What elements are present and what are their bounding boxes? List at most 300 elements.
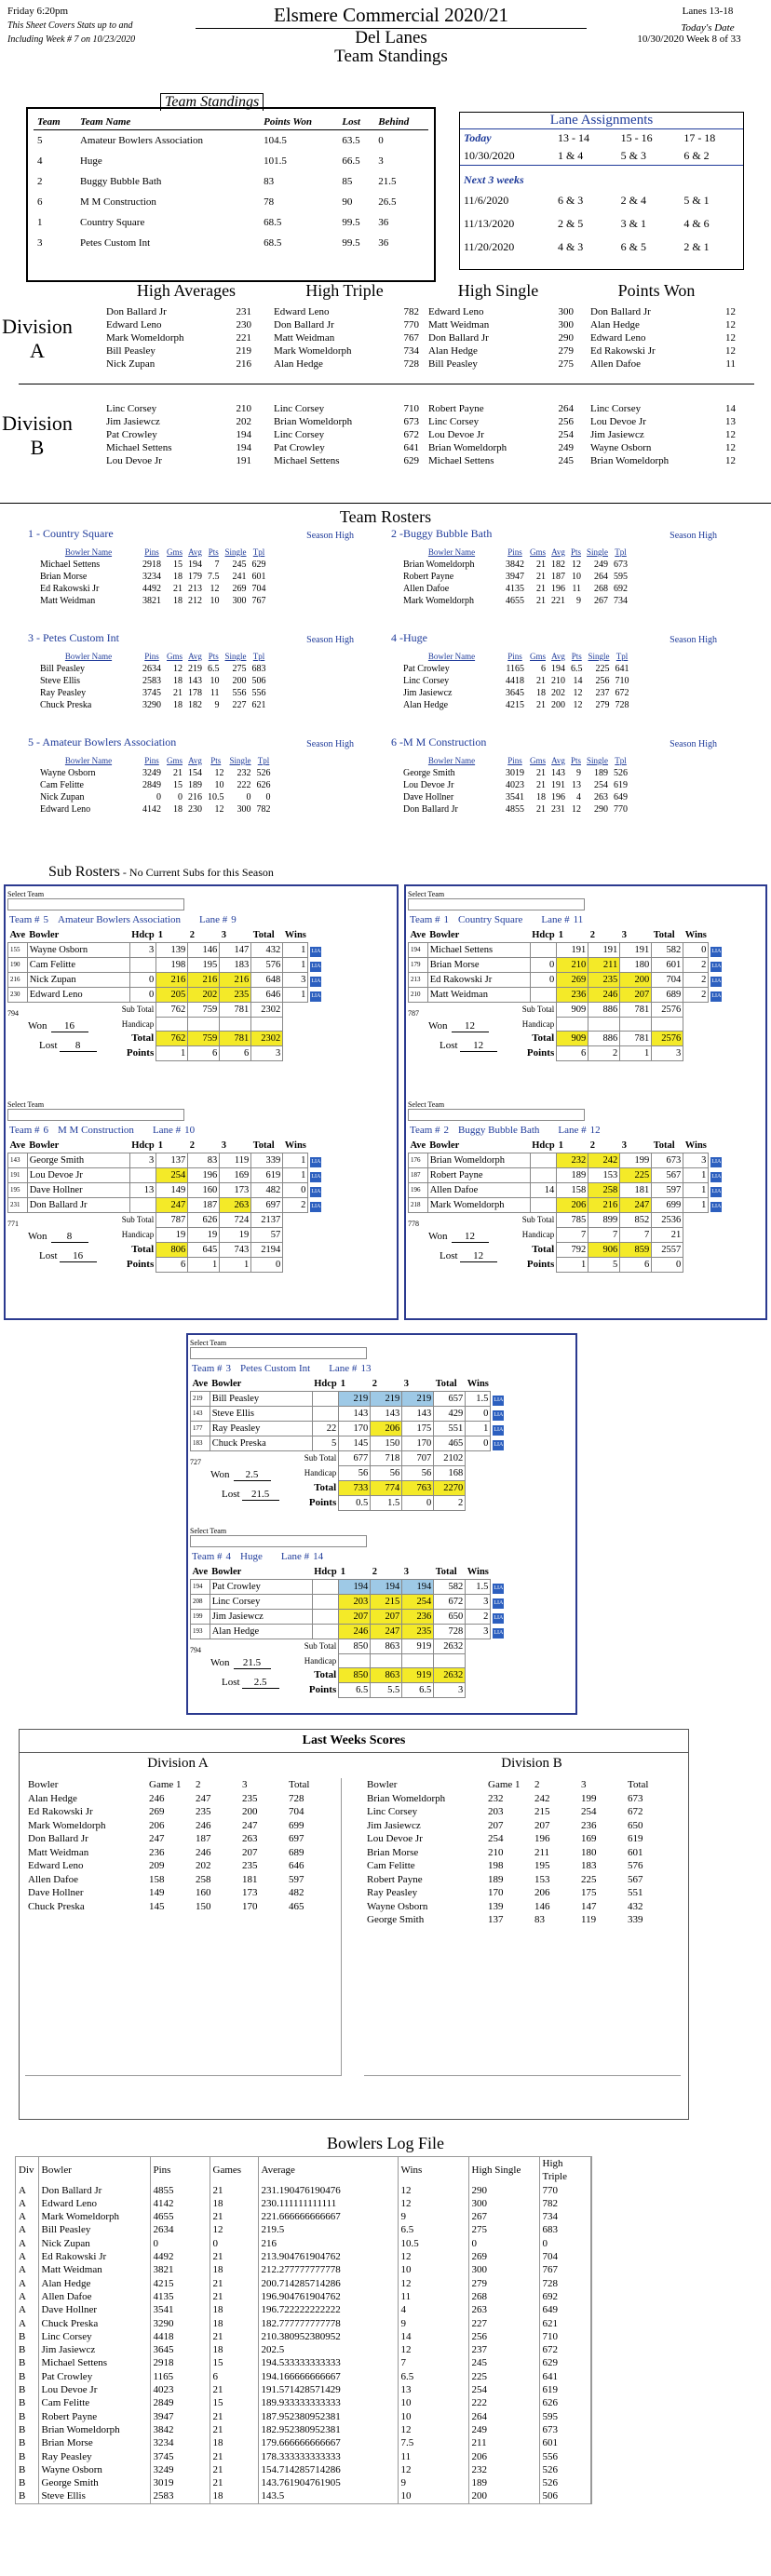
lineup-icon[interactable]: LIA	[310, 947, 321, 957]
points-cell: 6.5	[402, 1683, 434, 1698]
lineup-button[interactable]	[709, 988, 724, 1003]
log-cell: 9	[398, 2210, 468, 2223]
last-week-row	[25, 1819, 332, 1833]
last-week-cell: 246	[196, 1846, 211, 1858]
leader-value: 230	[236, 319, 251, 330]
team-line	[410, 1125, 771, 1136]
roster-header: Tpl	[257, 756, 270, 765]
team-line	[192, 1551, 562, 1562]
roster-cell: Ray Peasley	[40, 688, 87, 698]
scorecard-header	[8, 928, 324, 943]
standings-cell: Petes Custom Int	[79, 237, 151, 249]
scorecard-header-cell: 2	[372, 1567, 377, 1577]
lineup-button[interactable]	[709, 1183, 724, 1198]
bowler-cell: 429	[434, 1407, 466, 1422]
total-cell: 850	[339, 1668, 371, 1683]
bowler-cell: 205	[156, 988, 188, 1003]
select-team	[190, 1339, 562, 1359]
log-cell: 672	[539, 2343, 591, 2356]
log-cell: 267	[468, 2210, 539, 2223]
bowler-cell: 143	[339, 1407, 371, 1422]
spacer	[491, 1377, 507, 1392]
roster-cell: 10	[214, 780, 224, 790]
leader-value: 249	[558, 442, 574, 453]
points-cell: 1	[156, 1046, 188, 1061]
last-week-row	[364, 1886, 671, 1900]
lineup-button[interactable]	[491, 1580, 507, 1595]
roster-cell: 275	[232, 664, 247, 674]
bowler-cell: 465	[434, 1436, 466, 1451]
leader-row	[426, 331, 575, 344]
lineup-icon[interactable]: LIA	[310, 991, 321, 1002]
roster-cell: 3019	[506, 768, 524, 778]
leader-value: 290	[558, 332, 574, 344]
lineup-button[interactable]	[308, 1183, 324, 1198]
leader-value: 194	[236, 442, 251, 453]
log-header: Average	[258, 2157, 398, 2184]
lineup-icon[interactable]: LIA	[493, 1410, 504, 1421]
bowler-cell: 146	[188, 943, 220, 958]
lineup-icon[interactable]: LIA	[493, 1598, 504, 1609]
bowler-cell: 236	[557, 988, 588, 1003]
roster-cell: Michael Settens	[40, 560, 101, 570]
log-cell: Dave Hollner	[38, 2303, 150, 2316]
lineup-icon[interactable]: LIA	[493, 1396, 504, 1406]
last-week-cell: 646	[289, 1860, 304, 1871]
roster-header: Tpl	[615, 652, 629, 661]
roster-row	[400, 791, 630, 803]
leader-row	[588, 415, 737, 428]
log-cell: 231.190476190476	[258, 2184, 398, 2197]
log-cell: 526	[539, 2463, 591, 2476]
team-select-dropdown[interactable]	[408, 1109, 585, 1121]
log-cell: 629	[539, 2356, 591, 2369]
bowler-cell: 194	[339, 1580, 371, 1595]
bowler-cell: 232	[557, 1153, 588, 1168]
roster-cell: Wayne Osborn	[40, 768, 96, 778]
log-cell: 194.166666666667	[258, 2370, 398, 2383]
last-week-cell: Robert Payne	[367, 1873, 423, 1885]
roster-header: Bowler Name	[64, 756, 113, 765]
lane-label: Lane #	[280, 1551, 310, 1562]
last-week-cell: Mark Womeldorph	[28, 1819, 106, 1831]
subtotal-cell: 759	[188, 1003, 220, 1018]
scorecard-header-cell: Ave	[192, 1379, 209, 1389]
lineup-button[interactable]	[491, 1422, 507, 1436]
roster-team	[391, 527, 745, 607]
roster-cell: 12	[214, 804, 224, 815]
lineup-button[interactable]	[709, 943, 724, 958]
header-right	[637, 6, 764, 45]
log-cell: 556	[539, 2450, 591, 2463]
roster-cell: 189	[188, 780, 203, 790]
points-label: Points	[126, 1047, 155, 1059]
roster-cell: Mark Womeldorph	[403, 596, 474, 606]
roster-header: Gms	[530, 652, 547, 661]
subtotal-cell: 2102	[434, 1451, 466, 1466]
lineup-button[interactable]	[491, 1595, 507, 1610]
log-cell: 619	[539, 2383, 591, 2396]
last-week-row	[364, 1805, 671, 1819]
bowler-cell: 432	[251, 943, 283, 958]
roster-cell: 143	[188, 676, 203, 686]
lineup-button[interactable]	[491, 1625, 507, 1639]
lineup-icon[interactable]: LIA	[310, 977, 321, 987]
lineup-icon[interactable]: LIA	[310, 1187, 321, 1197]
last-week-cell: 145	[149, 1900, 165, 1912]
leader-name: Edward Leno	[274, 306, 330, 317]
blank-cell	[8, 1032, 28, 1046]
lineup-icon[interactable]: LIA	[493, 1628, 504, 1639]
lineup-button[interactable]	[308, 1168, 324, 1183]
last-week-row	[364, 1873, 671, 1887]
last-week-row	[25, 1805, 332, 1819]
lineup-icon[interactable]: LIA	[310, 1202, 321, 1212]
roster-cell: 264	[594, 572, 609, 582]
divA-single-list	[426, 305, 575, 371]
lineup-button[interactable]	[709, 973, 724, 988]
log-cell: 219.5	[258, 2223, 398, 2236]
log-cell: 3645	[150, 2343, 210, 2356]
log-cell: 3541	[150, 2303, 210, 2316]
last-week-header: Bowler	[367, 1779, 398, 1790]
log-cell: 12	[398, 2250, 468, 2263]
lineup-icon[interactable]: LIA	[710, 977, 722, 987]
leader-name: Ed Rakowski Jr	[590, 345, 656, 357]
log-cell: 10.5	[398, 2237, 468, 2250]
points-cell: 0	[251, 1258, 283, 1273]
lost-value: 21.5	[242, 1489, 279, 1501]
last-week-div-a: Division A	[147, 1756, 209, 1771]
roster-cell: 18	[173, 700, 183, 710]
last-week-cell: Chuck Preska	[28, 1900, 85, 1912]
bowlers-log	[15, 2156, 592, 2504]
won-lost	[210, 1657, 294, 1689]
last-week-cell: 235	[242, 1792, 258, 1804]
roster-cell: Robert Payne	[403, 572, 454, 582]
roster-cell: 4492	[142, 584, 161, 594]
lineup-icon[interactable]: LIA	[310, 1172, 321, 1182]
points-cell: 5.5	[371, 1683, 402, 1698]
roster-cell: 10	[210, 676, 220, 686]
lineup-button[interactable]	[709, 1153, 724, 1168]
leader-name: Michael Settens	[428, 455, 494, 466]
last-week-cell: 650	[628, 1819, 643, 1831]
bowler-cell	[312, 1595, 339, 1610]
bowler-cell: 13	[129, 1183, 156, 1198]
log-cell: 3745	[150, 2450, 210, 2463]
roster-cell: 227	[232, 700, 247, 710]
last-week-row	[25, 1859, 332, 1873]
bowler-row	[8, 1168, 324, 1183]
roster-header: Tpl	[252, 652, 265, 661]
leader-row	[104, 428, 253, 441]
roster-team	[391, 735, 745, 816]
lineup-button[interactable]	[308, 988, 324, 1003]
won-lost	[428, 1020, 512, 1052]
roster-cell: 1165	[506, 664, 524, 674]
season-high-label: Season High	[670, 635, 717, 645]
log-cell: 3842	[150, 2423, 210, 2436]
lineup-button[interactable]	[491, 1436, 507, 1451]
roster-cell: 767	[251, 596, 266, 606]
roster-header: Single	[587, 756, 609, 765]
handicap-cell	[588, 1018, 620, 1032]
select-team-label: Select Team	[190, 1339, 227, 1347]
scorecard-header-cell: Ave	[410, 930, 426, 940]
lineup-icon[interactable]: LIA	[310, 962, 321, 972]
team-scorecard	[7, 1100, 380, 1273]
bowler-cell	[530, 988, 557, 1003]
bowler-cell: 1	[283, 958, 308, 973]
last-week-cell: 673	[628, 1792, 643, 1804]
lineup-icon[interactable]: LIA	[710, 1172, 722, 1182]
lineup-button[interactable]	[308, 1198, 324, 1213]
last-week-cell: 169	[581, 1833, 597, 1844]
roster-cell: 21	[536, 572, 547, 582]
last-week-cell: George Smith	[367, 1914, 425, 1925]
last-week-cell: 181	[242, 1873, 258, 1885]
last-week-row	[25, 1846, 332, 1860]
roster-cell: 0	[178, 792, 183, 802]
bowler-cell: 147	[220, 943, 251, 958]
roster-cell: 21	[536, 596, 547, 606]
handicap-cell	[434, 1654, 466, 1668]
select-team	[408, 1100, 771, 1121]
last-week-cell: 175	[581, 1887, 597, 1898]
last-week-cell: Dave Hollner	[28, 1887, 84, 1898]
log-cell: 3234	[150, 2436, 210, 2449]
roster-table	[37, 651, 269, 711]
total-cell: 759	[188, 1032, 220, 1046]
lineup-icon[interactable]: LIA	[710, 1157, 722, 1167]
roster-header: Pts	[571, 547, 582, 557]
lineup-button[interactable]	[709, 1168, 724, 1183]
roster-header: Gms	[167, 652, 183, 661]
log-cell: Ed Rakowski Jr	[38, 2250, 150, 2263]
roster-table	[400, 546, 630, 607]
standings-cell: 99.5	[342, 237, 360, 249]
blank-cell	[409, 1018, 428, 1032]
lane-cell: 6 & 3	[557, 194, 584, 207]
blank-cell	[409, 1243, 428, 1258]
bowler-cell: 254	[402, 1595, 434, 1610]
team-select-dropdown[interactable]	[7, 1109, 184, 1121]
last-week-cell: 246	[196, 1819, 211, 1831]
log-cell: 212.277777777778	[258, 2263, 398, 2276]
lineup-icon[interactable]: LIA	[710, 1187, 722, 1197]
team-scorecard	[190, 1527, 562, 1698]
team-number: 3	[225, 1363, 232, 1374]
roster-cell: 3645	[506, 688, 524, 698]
bowler-cell: Matt Weidman	[427, 988, 530, 1003]
bowler-cell: 1	[283, 943, 308, 958]
bowler-cell: Nick Zupan	[27, 973, 129, 988]
spacer	[709, 928, 724, 943]
roster-cell: Pat Crowley	[403, 664, 450, 674]
log-cell: 2918	[150, 2356, 210, 2369]
leader-value: 219	[236, 345, 251, 357]
lineup-icon[interactable]: LIA	[710, 962, 722, 972]
team-select-dropdown[interactable]	[7, 898, 184, 910]
team-average: 778	[408, 1220, 419, 1228]
leader-row	[426, 402, 575, 415]
lineup-button[interactable]	[491, 1407, 507, 1422]
lineup-icon[interactable]: LIA	[493, 1613, 504, 1624]
leader-value: 202	[236, 416, 251, 427]
handicap-cell	[557, 1018, 588, 1032]
roster-cell: 4855	[506, 804, 524, 815]
division-label-letter: B	[30, 436, 45, 459]
roster-row	[37, 663, 269, 675]
last-week-cell: 235	[196, 1806, 211, 1817]
bowler-cell: 219	[371, 1392, 402, 1407]
log-cell: 200	[468, 2489, 539, 2502]
standings-cell: 66.5	[342, 155, 360, 167]
todays-date-label: Today's Date	[681, 22, 735, 34]
log-row	[16, 2410, 591, 2423]
lineup-icon[interactable]: LIA	[493, 1425, 504, 1436]
total-cell: 859	[620, 1243, 652, 1258]
select-team-label: Select Team	[408, 890, 445, 898]
points-cell: 3	[652, 1046, 683, 1061]
scorecard-header-cell: 3	[221, 930, 226, 940]
team-select-dropdown[interactable]	[408, 898, 585, 910]
lineup-button[interactable]	[308, 973, 324, 988]
lineup-button[interactable]	[491, 1610, 507, 1625]
log-cell: B	[16, 2370, 38, 2383]
today-date: 10/30/2020	[464, 149, 515, 162]
handicap-label: Handicap	[521, 1230, 555, 1239]
won-row	[428, 1231, 512, 1243]
lineup-icon[interactable]: LIA	[710, 991, 722, 1002]
lineup-button[interactable]	[308, 943, 324, 958]
lane-number: 12	[589, 1125, 601, 1136]
scorecard-header-cell: 1	[340, 1379, 345, 1389]
subtotal-cell: 724	[220, 1213, 251, 1228]
total-label: Total	[314, 1669, 337, 1680]
leader-row	[588, 331, 737, 344]
lineup-button[interactable]	[709, 1198, 724, 1213]
standings-cell: 3	[378, 155, 384, 167]
scorecard-header-cell: 2	[189, 1140, 195, 1151]
lineup-icon[interactable]: LIA	[710, 1202, 722, 1212]
lost-value: 12	[460, 1040, 497, 1052]
lineup-icon[interactable]: LIA	[493, 1440, 504, 1450]
bowler-row	[8, 1153, 324, 1168]
log-cell: 143.761904761905	[258, 2476, 398, 2489]
roster-cell: 232	[237, 768, 251, 778]
roster-cell: 268	[594, 584, 609, 594]
bowler-cell: Pat Crowley	[210, 1580, 312, 1595]
leader-value: 767	[403, 332, 419, 344]
bowler-cell: 149	[156, 1183, 188, 1198]
subtotal-label: Sub Total	[121, 1215, 155, 1225]
bowler-cell: 195	[8, 1183, 28, 1198]
log-cell: 626	[539, 2396, 591, 2409]
team-name: Amateur Bowlers Association	[58, 914, 182, 925]
lineup-button[interactable]	[308, 1153, 324, 1168]
leader-name: Don Ballard Jr	[428, 332, 489, 344]
standings-row	[34, 171, 428, 192]
points-cell: 1.5	[371, 1496, 402, 1511]
points-cell: 2	[588, 1046, 620, 1061]
subtotal-cell: 919	[402, 1639, 434, 1654]
standings-cell: 99.5	[342, 217, 360, 228]
subtotal-cell: 626	[188, 1213, 220, 1228]
lineup-icon[interactable]: LIA	[493, 1584, 504, 1594]
total-label: Total	[532, 1032, 555, 1044]
log-cell: 191.571428571429	[258, 2383, 398, 2396]
roster-header: Single	[587, 547, 609, 557]
lost-row	[39, 1250, 112, 1262]
handicap-label: Handicap	[521, 1018, 555, 1029]
roster-cell: 0	[156, 792, 161, 802]
team-select-dropdown[interactable]	[190, 1535, 367, 1547]
team-name: Country Square	[458, 914, 523, 925]
lost-row	[440, 1040, 512, 1052]
log-cell: 14	[398, 2330, 468, 2343]
roster-row	[400, 699, 632, 711]
log-cell: Jim Jasiewcz	[38, 2343, 150, 2356]
leader-name: Pat Crowley	[106, 429, 157, 440]
lineup-button[interactable]	[308, 958, 324, 973]
rosters-title: Team Rosters	[339, 507, 432, 526]
header-left	[7, 6, 203, 45]
bowler-cell: 207	[339, 1610, 371, 1625]
subtotal-cell: 785	[557, 1213, 588, 1228]
lineup-icon[interactable]: LIA	[310, 1157, 321, 1167]
scorecard-header-cell: Total	[653, 1140, 675, 1151]
last-week-cell: 189	[488, 1873, 504, 1885]
roster-cell: 219	[188, 664, 203, 674]
division-label-word: Division	[2, 315, 73, 338]
team-select-dropdown[interactable]	[190, 1347, 367, 1359]
lineup-icon[interactable]: LIA	[710, 947, 722, 957]
lost-label: Lost	[222, 1489, 240, 1500]
bowler-cell: 246	[588, 988, 620, 1003]
log-cell: 692	[539, 2290, 591, 2303]
log-cell: 4492	[150, 2250, 210, 2263]
roster-cell: 189	[594, 768, 609, 778]
log-cell: 18	[210, 2197, 258, 2210]
log-cell: 154.714285714286	[258, 2463, 398, 2476]
roster-cell: Don Ballard Jr	[403, 804, 458, 815]
standings-cell: 85	[342, 176, 353, 187]
team-scorecard	[190, 1339, 562, 1511]
log-cell: 12	[398, 2463, 468, 2476]
leader-value: 13	[725, 416, 736, 427]
roster-row	[37, 687, 269, 699]
blank-cell	[409, 1032, 428, 1046]
team-average: 794	[7, 1009, 19, 1018]
last-week-cell: 170	[242, 1900, 258, 1912]
leader-name: Don Ballard Jr	[590, 306, 651, 317]
log-cell: 526	[539, 2476, 591, 2489]
leader-name: Alan Hedge	[428, 345, 478, 357]
log-row	[16, 2463, 591, 2476]
lineup-button[interactable]	[491, 1392, 507, 1407]
log-cell: 734	[539, 2210, 591, 2223]
leader-value: 12	[725, 306, 736, 317]
log-row	[16, 2343, 591, 2356]
lineup-button[interactable]	[709, 958, 724, 973]
roster-cell: 770	[614, 804, 629, 815]
sub-total-row	[191, 1451, 507, 1466]
last-week-cell: 697	[289, 1833, 304, 1844]
roster-cell: 6	[541, 664, 547, 674]
blank-cell	[191, 1668, 210, 1683]
